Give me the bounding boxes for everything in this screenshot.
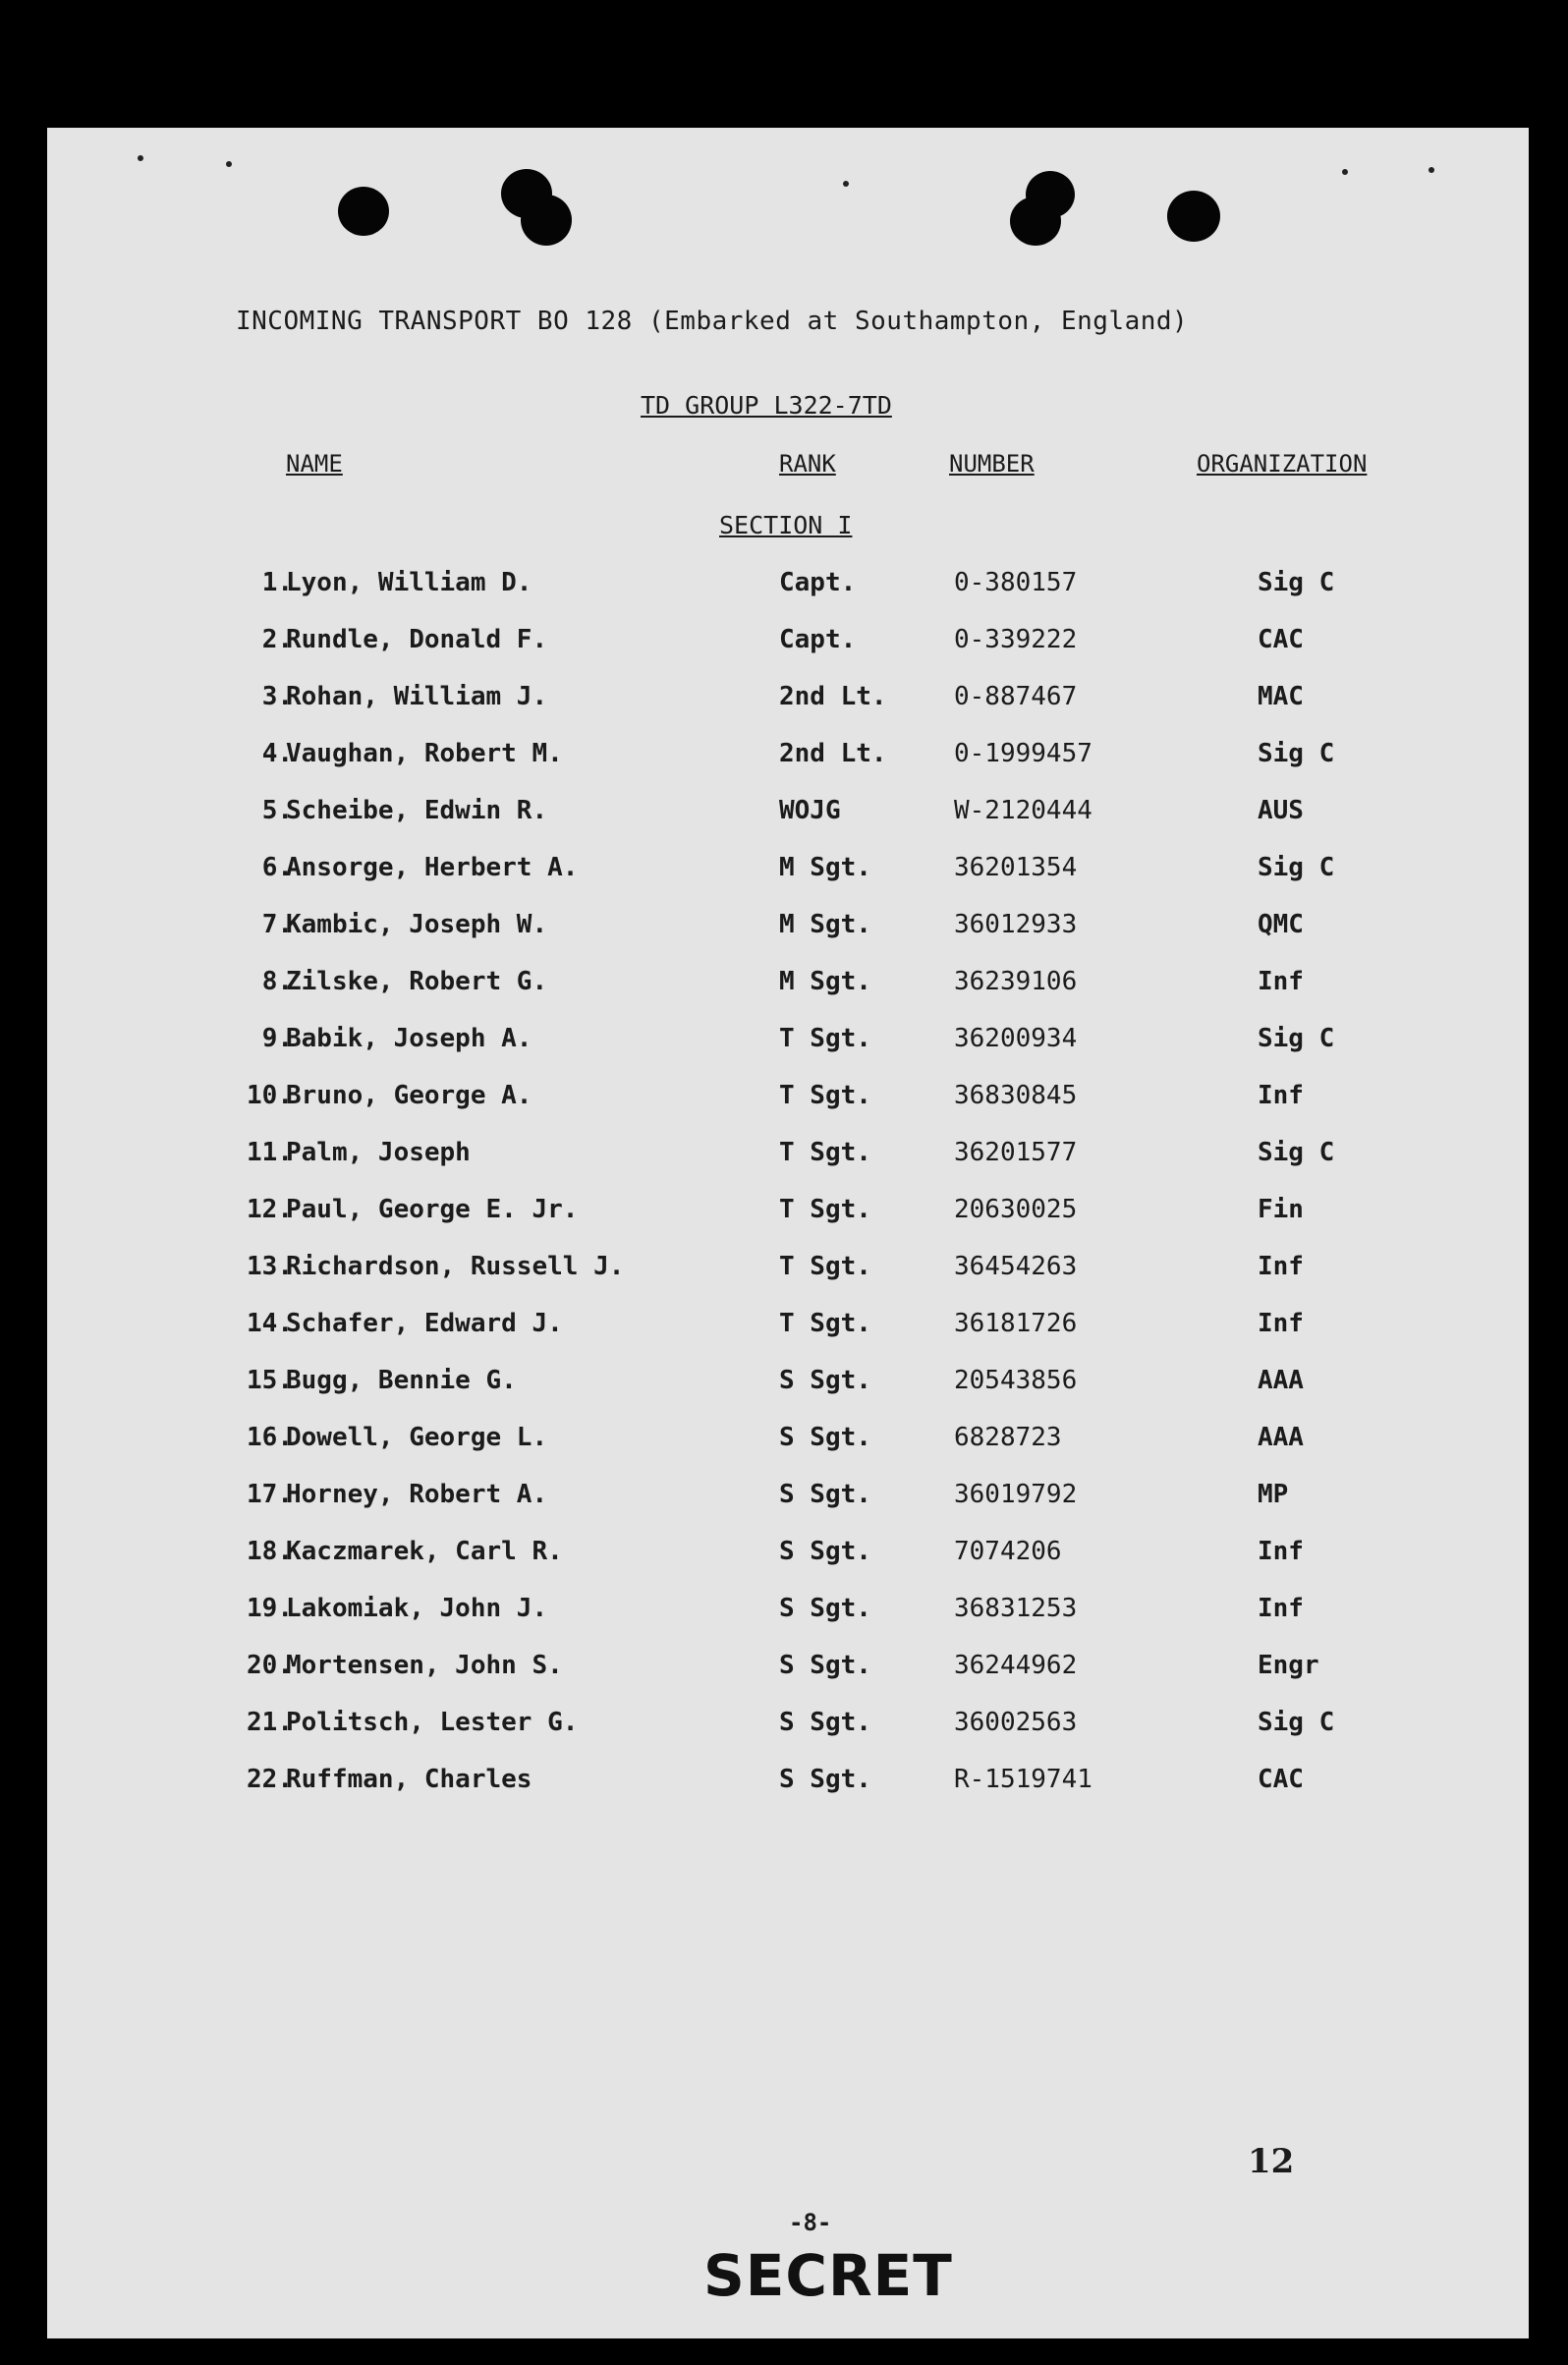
row-name: Kambic, Joseph W. [286,910,548,939]
table-row [47,1537,1529,1586]
table-row [47,568,1529,617]
row-service-number: 20630025 [954,1195,1078,1224]
row-number: 12. [247,1195,293,1224]
row-rank: T Sgt. [779,1081,871,1110]
row-rank: S Sgt. [779,1708,871,1737]
table-row [47,625,1529,674]
row-name: Ansorge, Herbert A. [286,853,579,882]
page-number: -8- [789,2209,832,2236]
row-organization: Inf [1258,1309,1304,1338]
table-row [47,1423,1529,1472]
table-row [47,1081,1529,1130]
row-number: 9. [261,1024,293,1053]
row-rank: T Sgt. [779,1024,871,1053]
row-number: 10. [247,1081,293,1110]
column-header-organization: ORGANIZATION [1197,450,1368,478]
row-name: Kaczmarek, Carl R. [286,1537,563,1566]
table-row [47,1708,1529,1757]
row-number: 13. [247,1252,293,1281]
row-number: 4. [261,739,293,768]
table-row [47,739,1529,788]
row-service-number: 36454263 [954,1252,1078,1281]
row-number: 2. [261,625,293,654]
row-rank: S Sgt. [779,1537,871,1566]
row-name: Politsch, Lester G. [286,1708,579,1737]
row-number: 16. [247,1423,293,1452]
table-row [47,1366,1529,1415]
row-rank: 2nd Lt. [779,739,887,768]
table-row [47,967,1529,1016]
row-service-number: 0-887467 [954,682,1078,711]
row-rank: T Sgt. [779,1309,871,1338]
row-rank: M Sgt. [779,910,871,939]
row-organization: Inf [1258,1252,1304,1281]
table-row [47,1138,1529,1187]
row-number: 8. [261,967,293,996]
row-name: Lakomiak, John J. [286,1594,548,1623]
table-row [47,1195,1529,1244]
column-header-number: NUMBER [949,450,1035,478]
row-service-number: 36002563 [954,1708,1078,1737]
column-header-name: NAME [286,450,343,478]
handwritten-page-mark: 12 [1248,2142,1295,2181]
row-service-number: 7074206 [954,1537,1062,1566]
row-name: Bugg, Bennie G. [286,1366,517,1395]
row-service-number: W-2120444 [954,796,1092,825]
punch-hole [1026,171,1075,218]
row-name: Richardson, Russell J. [286,1252,625,1281]
row-service-number: 36239106 [954,967,1078,996]
row-organization: QMC [1258,910,1304,939]
row-name: Mortensen, John S. [286,1651,563,1680]
row-rank: 2nd Lt. [779,682,887,711]
row-service-number: 20543856 [954,1366,1078,1395]
row-name: Horney, Robert A. [286,1480,548,1509]
row-rank: S Sgt. [779,1765,871,1794]
row-number: 18. [247,1537,293,1566]
row-organization: Sig C [1258,853,1335,882]
row-number: 14. [247,1309,293,1338]
punch-hole [521,195,572,246]
row-organization: MAC [1258,682,1304,711]
row-service-number: 36201354 [954,853,1078,882]
row-organization: CAC [1258,625,1304,654]
row-number: 7. [261,910,293,939]
row-organization: Inf [1258,1081,1304,1110]
row-organization: Inf [1258,1594,1304,1623]
row-service-number: 0-339222 [954,625,1078,654]
table-row [47,1309,1529,1358]
row-organization: Sig C [1258,739,1335,768]
classification-stamp: SECRET [703,2242,953,2309]
table-row [47,910,1529,959]
row-number: 6. [261,853,293,882]
table-row [47,796,1529,845]
row-number: 3. [261,682,293,711]
row-name: Palm, Joseph [286,1138,471,1167]
paper-speck [1342,169,1348,175]
row-name: Rundle, Donald F. [286,625,548,654]
row-organization: Inf [1258,1537,1304,1566]
row-name: Rohan, William J. [286,682,548,711]
row-number: 21. [247,1708,293,1737]
row-organization: CAC [1258,1765,1304,1794]
row-number: 17. [247,1480,293,1509]
row-organization: AAA [1258,1423,1304,1452]
table-row [47,1765,1529,1814]
row-rank: T Sgt. [779,1195,871,1224]
row-number: 1. [261,568,293,597]
row-name: Ruffman, Charles [286,1765,532,1794]
table-row [47,1252,1529,1301]
row-number: 22. [247,1765,293,1794]
row-organization: Sig C [1258,568,1335,597]
row-organization: MP [1258,1480,1289,1509]
row-rank: M Sgt. [779,853,871,882]
row-rank: S Sgt. [779,1594,871,1623]
table-row [47,853,1529,902]
row-rank: S Sgt. [779,1366,871,1395]
row-organization: Inf [1258,967,1304,996]
row-service-number: 36831253 [954,1594,1078,1623]
paper-speck [1428,167,1434,173]
table-row [47,1480,1529,1529]
row-rank: Capt. [779,568,857,597]
column-header-rank: RANK [779,450,836,478]
row-name: Paul, George E. Jr. [286,1195,579,1224]
paper-speck [226,161,232,167]
row-service-number: 0-1999457 [954,739,1092,768]
document-title: INCOMING TRANSPORT BO 128 (Embarked at Southampton, England) [236,307,1189,336]
row-rank: S Sgt. [779,1423,871,1452]
row-number: 5. [261,796,293,825]
row-name: Babik, Joseph A. [286,1024,532,1053]
row-organization: Sig C [1258,1138,1335,1167]
row-number: 19. [247,1594,293,1623]
row-service-number: 0-380157 [954,568,1078,597]
row-service-number: R-1519741 [954,1765,1092,1794]
row-number: 11. [247,1138,293,1167]
row-name: Bruno, George A. [286,1081,532,1110]
document-page [47,128,1529,2338]
row-service-number: 36201577 [954,1138,1078,1167]
row-organization: Sig C [1258,1024,1335,1053]
row-number: 20. [247,1651,293,1680]
paper-speck [843,181,849,187]
row-name: Scheibe, Edwin R. [286,796,548,825]
row-rank: S Sgt. [779,1480,871,1509]
row-name: Schafer, Edward J. [286,1309,563,1338]
section-heading: SECTION I [719,511,853,539]
row-organization: Sig C [1258,1708,1335,1737]
row-rank: WOJG [779,796,841,825]
punch-hole [1167,191,1220,242]
row-service-number: 36200934 [954,1024,1078,1053]
table-row [47,682,1529,731]
row-rank: T Sgt. [779,1138,871,1167]
row-service-number: 36019792 [954,1480,1078,1509]
group-heading: TD GROUP L322-7TD [641,391,892,420]
row-rank: M Sgt. [779,967,871,996]
row-service-number: 36181726 [954,1309,1078,1338]
punch-hole [338,187,389,236]
table-row [47,1024,1529,1073]
row-number: 15. [247,1366,293,1395]
paper-speck [138,155,143,161]
row-name: Vaughan, Robert M. [286,739,563,768]
row-service-number: 36830845 [954,1081,1078,1110]
row-organization: AAA [1258,1366,1304,1395]
row-service-number: 6828723 [954,1423,1062,1452]
table-row [47,1651,1529,1700]
row-name: Zilske, Robert G. [286,967,548,996]
row-service-number: 36012933 [954,910,1078,939]
row-name: Lyon, William D. [286,568,532,597]
row-service-number: 36244962 [954,1651,1078,1680]
row-organization: Fin [1258,1195,1304,1224]
row-rank: Capt. [779,625,857,654]
row-name: Dowell, George L. [286,1423,548,1452]
row-organization: AUS [1258,796,1304,825]
table-row [47,1594,1529,1643]
row-rank: S Sgt. [779,1651,871,1680]
row-organization: Engr [1258,1651,1319,1680]
row-rank: T Sgt. [779,1252,871,1281]
